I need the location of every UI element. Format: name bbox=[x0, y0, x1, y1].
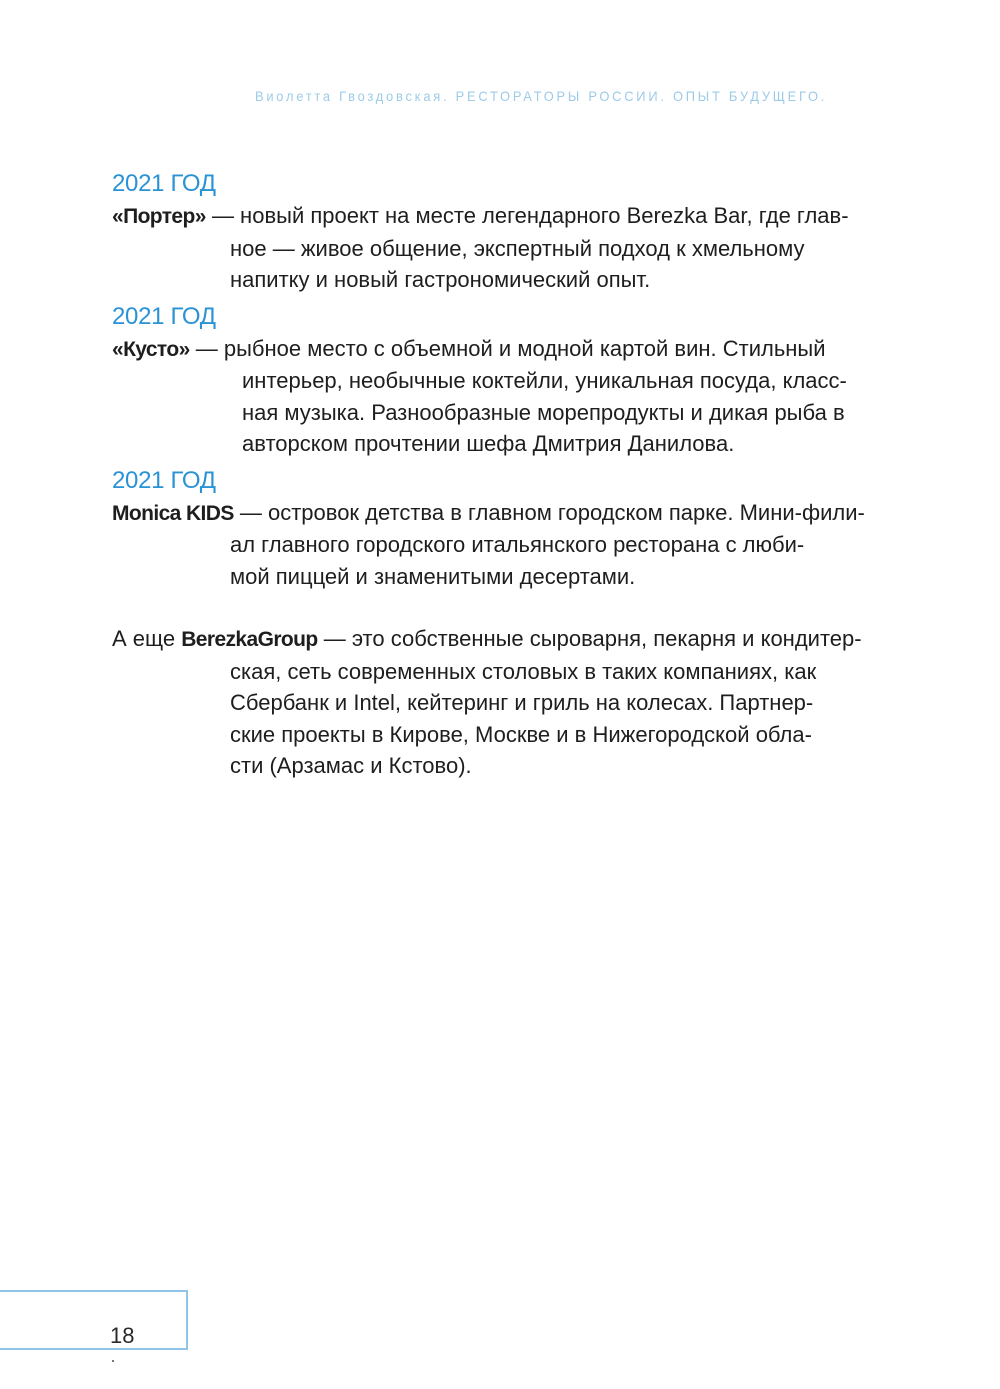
entry-name: Monica KIDS bbox=[112, 501, 234, 525]
entry-text: авторском прочтении шефа Дмитрия Данилова. bbox=[242, 431, 735, 456]
entry-text: ное — живое общение, экспертный подход к хмельному bbox=[230, 235, 805, 261]
entry-kusto bbox=[112, 333, 882, 460]
closing-paragraph bbox=[112, 623, 882, 782]
entry-text: мой пиццей и знаменитыми десертами. bbox=[230, 563, 636, 589]
main-content bbox=[112, 168, 882, 782]
company-name: BerezkaGroup bbox=[181, 628, 318, 651]
closing-lead: А еще bbox=[112, 626, 182, 651]
closing-text: ские проекты в Кирове, Москве и в Нижегородской обла- bbox=[230, 721, 812, 747]
entry-text: ал главного городского итальянского ресторана с люби- bbox=[230, 532, 805, 557]
closing-first-line bbox=[112, 623, 882, 656]
closing-text: сти (Арзамас и Кстово). bbox=[230, 753, 472, 778]
entry-year: 2021 ГОД bbox=[112, 302, 216, 330]
entry-text: ная музыка. Разнообразные морепродукты и дикая рыба в bbox=[242, 399, 845, 425]
entry-text: — новый проект на месте легендарного Berezka Bar, где глав- bbox=[205, 203, 849, 228]
closing-text: — это собственные сыроварня, пекарня и кондитер- bbox=[317, 626, 862, 651]
entry-text: — островок детства в главном городском парке. Мини-фили- bbox=[233, 499, 865, 525]
entry-year: 2021 ГОД bbox=[112, 466, 216, 494]
entry-year: 2021 ГОД bbox=[112, 170, 216, 197]
entry-text: — рыбное место с объемной и модной картой вин. Стильный bbox=[189, 335, 826, 361]
closing-text: ская, сеть современных столовых в таких компаниях, как bbox=[230, 658, 817, 684]
entry-first-line bbox=[112, 200, 882, 233]
entry-name: «Портер» bbox=[112, 205, 206, 228]
closing-text: Сбербанк и Intel, кейтеринг и гриль на колесах. Партнер- bbox=[230, 690, 814, 715]
entry-name: «Кусто» bbox=[112, 337, 190, 361]
page-number: 18 bbox=[110, 1323, 135, 1348]
running-header: Виолетта Гвоздовская. РЕСТОРАТОРЫ РОССИИ. ОПЫТ БУДУЩЕГО. bbox=[255, 88, 828, 104]
entry-text: интерьер, необычные коктейли, уникальная посуда, класс- bbox=[242, 368, 847, 393]
entry-first-line bbox=[112, 497, 882, 530]
page-number-frame bbox=[0, 1290, 188, 1350]
entry-first-line bbox=[112, 333, 882, 366]
entry-porter bbox=[112, 200, 882, 296]
entry-monica-kids bbox=[112, 497, 882, 593]
entry-text: напитку и новый гастрономический опыт. bbox=[230, 267, 651, 292]
print-mark bbox=[112, 1360, 114, 1362]
